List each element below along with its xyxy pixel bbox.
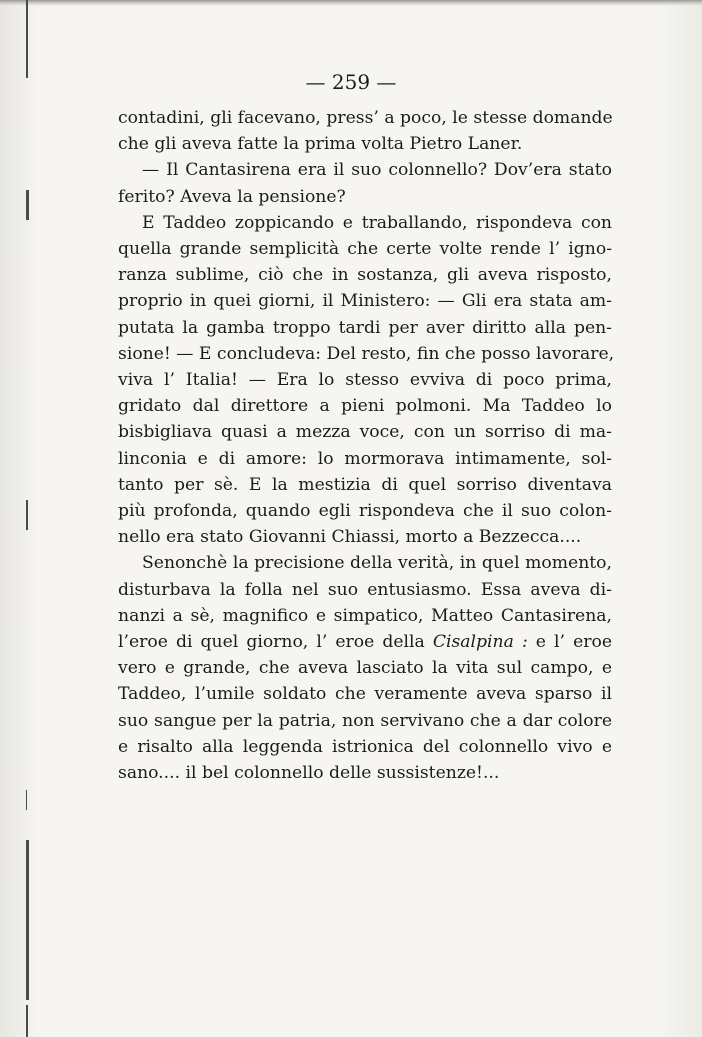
text-line: E Taddeo zoppicando e traballando, rispondeva con	[142, 212, 612, 233]
page-number: — 259 —	[305, 70, 397, 94]
text-line: viva l’ Italia! — Era lo stesso evviva di poco prima,	[118, 370, 612, 391]
binding-mark	[26, 1005, 28, 1037]
text-line: sione! — E concludeva: Del resto, fin che posso lavorare,	[118, 343, 615, 364]
binding-mark	[26, 840, 29, 1000]
text-line: contadini, gli facevano, press’ a poco, le stesse domande	[118, 108, 613, 128]
text-line: tanto per sè. E la mestizia di quel sorriso diventava	[118, 474, 612, 495]
text-line: vero e grande, che aveva lasciato la vita sul campo, e	[118, 658, 612, 679]
text-line: quella grande semplicità che certe volte rende l’ igno-	[118, 239, 612, 260]
text-segment: l’eroe di quel giorno, l’ eroe della	[118, 632, 433, 653]
text-line: che gli aveva fatte la prima volta Pietro Laner.	[118, 134, 523, 155]
text-line: ranza sublime, ciò che in sostanza, gli aveva risposto,	[118, 265, 612, 286]
text-line: — Il Cantasirena era il suo colonnello? Dov’era stato	[142, 160, 612, 181]
text-line: nanzi a sè, magnifico e simpatico, Matteo Cantasirena,	[118, 605, 612, 626]
body-text	[118, 105, 615, 786]
text-line: e risalto alla leggenda istrionica del colonnello vivo e	[118, 736, 612, 757]
text-line: suo sangue per la patria, non servivano che a dar colore	[118, 710, 612, 731]
text-line: sano.... il bel colonnello delle sussistenze!...	[118, 763, 500, 784]
binding-mark	[26, 790, 27, 810]
text-line: putata la gamba troppo tardi per aver diritto alla pen-	[118, 317, 612, 338]
text-segment: e l’ eroe	[527, 632, 612, 653]
text-line: bisbigliava quasi a mezza voce, con un sorriso di ma-	[118, 422, 612, 443]
text-line	[118, 629, 612, 655]
page-top-edge	[0, 0, 702, 6]
text-line: più profonda, quando egli rispondeva che il suo colon-	[118, 501, 612, 522]
text-line: Senonchè la precisione della verità, in quel momento,	[142, 553, 612, 574]
binding-mark	[26, 0, 28, 78]
text-line: ferito? Aveva la pensione?	[118, 186, 346, 207]
text-line: linconia e di amore: lo mormorava intimamente, sol-	[118, 448, 612, 469]
text-line: nello era stato Giovanni Chiassi, morto a Bezzecca....	[118, 527, 582, 548]
text-line: disturbava la folla nel suo entusiasmo. Essa aveva di-	[118, 579, 612, 600]
text-line: proprio in quei giorni, il Ministero: — Gli era stata am-	[118, 291, 612, 312]
italic-title: Cisalpina :	[432, 632, 528, 653]
binding-mark	[26, 190, 29, 220]
binding-mark	[26, 500, 28, 530]
text-line: gridato dal direttore a pieni polmoni. Ma Taddeo lo	[118, 396, 612, 417]
text-line: Taddeo, l’umile soldato che veramente aveva sparso il	[118, 684, 612, 705]
